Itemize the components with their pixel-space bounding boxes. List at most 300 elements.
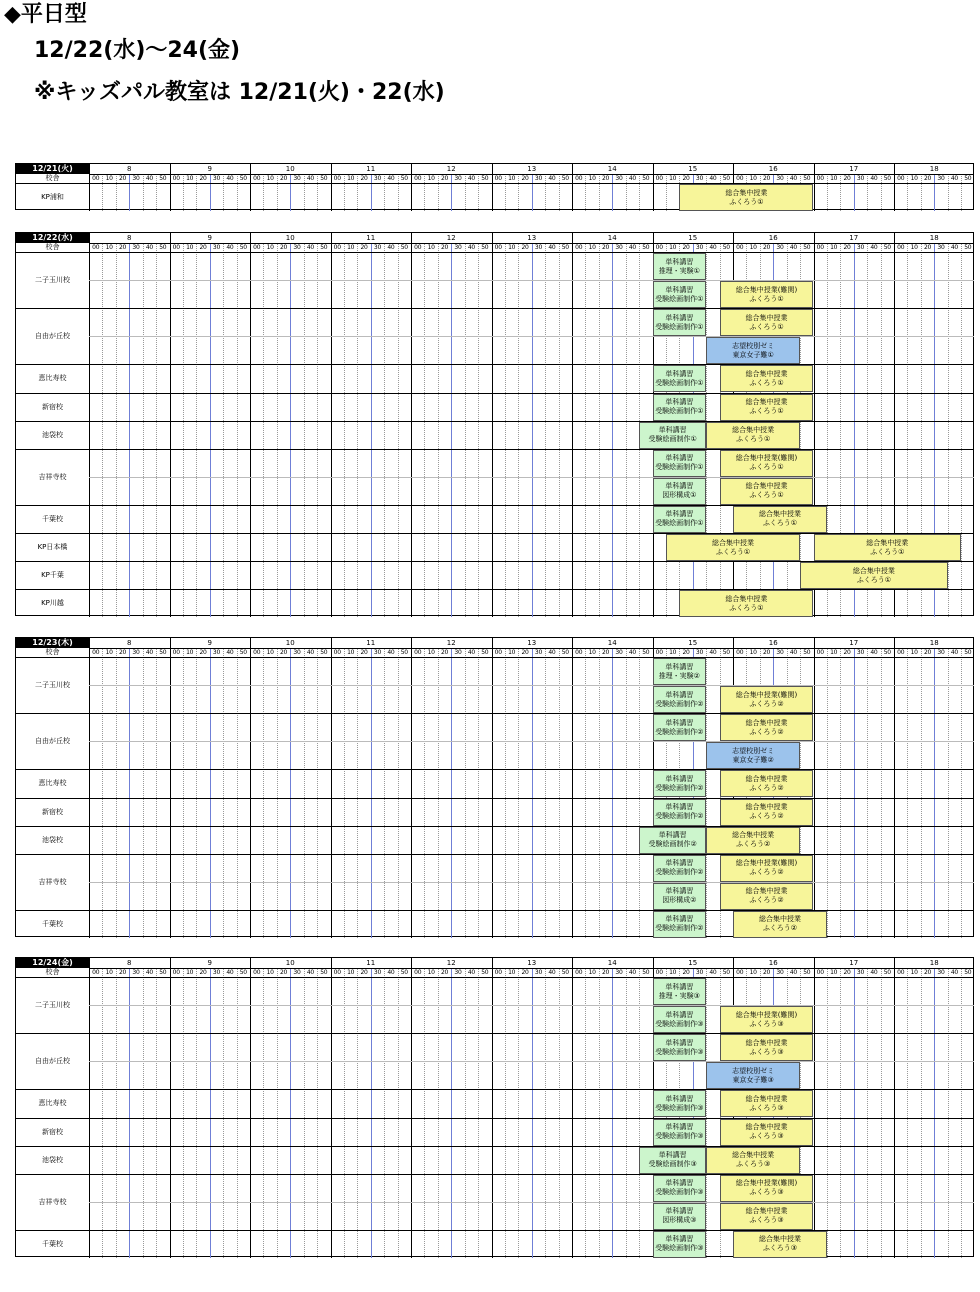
minute-label: 10 <box>508 244 516 251</box>
lesson-block[interactable] <box>653 478 707 505</box>
lesson-block[interactable] <box>720 1034 814 1061</box>
lesson-block[interactable] <box>653 911 707 938</box>
lesson-text: ふくろう① <box>735 435 771 444</box>
minute-label: 50 <box>561 175 569 182</box>
minute-label: 00 <box>333 969 341 976</box>
minute-label: 20 <box>441 244 449 251</box>
minute-label: 40 <box>628 244 636 251</box>
minute-label: 40 <box>870 244 878 251</box>
lesson-block[interactable] <box>720 394 814 421</box>
minute-label: 00 <box>816 175 824 182</box>
grid-line <box>263 648 264 938</box>
grid-line <box>170 638 171 938</box>
minute-label: 40 <box>628 175 636 182</box>
grid-line <box>653 164 654 211</box>
lesson-block[interactable] <box>653 1090 707 1117</box>
lesson-block[interactable] <box>639 1147 706 1174</box>
lesson-text: 総合集中授業 <box>711 538 754 547</box>
hour-label: 11 <box>366 959 376 967</box>
hour-label: 8 <box>127 165 132 173</box>
grid-line <box>16 798 974 799</box>
lesson-text: 総合集中授業 <box>725 188 768 197</box>
minute-label: 30 <box>132 175 140 182</box>
minute-label: 20 <box>199 649 207 656</box>
lesson-text: 受験絵画制作① <box>655 407 704 416</box>
grid-line <box>626 648 627 938</box>
schedule-table <box>15 232 974 616</box>
lesson-block[interactable] <box>733 1231 827 1258</box>
lesson-text: 受験絵画制作② <box>655 868 704 877</box>
lesson-block[interactable] <box>720 450 814 477</box>
grid-line <box>16 252 974 253</box>
lesson-block[interactable] <box>653 506 707 533</box>
minute-label: 20 <box>280 649 288 656</box>
minute-label: 10 <box>588 969 596 976</box>
lesson-block[interactable] <box>706 1062 800 1089</box>
minute-label: 50 <box>320 969 328 976</box>
minute-label: 50 <box>642 649 650 656</box>
grid-line <box>478 174 479 211</box>
lesson-text: ふくろう③ <box>749 1103 784 1112</box>
lesson-block[interactable] <box>720 309 814 336</box>
lesson-text: 受験絵画制作③ <box>655 1019 704 1028</box>
lesson-block[interactable] <box>720 855 814 882</box>
hour-label: 8 <box>127 234 132 242</box>
lesson-text: ふくろう① <box>749 463 784 472</box>
grid-line <box>398 968 399 1258</box>
minute-label: 00 <box>816 244 824 251</box>
minute-label: 30 <box>132 244 140 251</box>
minute-label: 50 <box>481 175 489 182</box>
minute-label: 00 <box>897 649 905 656</box>
school-name: 恵比寿校 <box>38 779 67 788</box>
minute-label: 00 <box>655 969 663 976</box>
lesson-text: 総合集中授業(難関) <box>735 859 798 868</box>
schedule-table <box>15 957 974 1257</box>
minute-label: 20 <box>924 969 932 976</box>
minute-label: 20 <box>199 175 207 182</box>
kidspal-note: ※キッズパル教室は 12/21(火)・22(水) <box>34 80 445 105</box>
minute-label: 20 <box>280 244 288 251</box>
minute-label: 00 <box>575 244 583 251</box>
lesson-block[interactable] <box>706 1147 800 1174</box>
grid-line <box>250 164 251 211</box>
minute-label: 40 <box>709 649 717 656</box>
grid-line <box>317 648 318 938</box>
lesson-block[interactable] <box>720 686 814 713</box>
lesson-block[interactable] <box>653 1175 707 1202</box>
lesson-text: 総合集中授業 <box>745 398 788 407</box>
minute-label: 40 <box>226 244 234 251</box>
grid-line <box>814 958 815 1258</box>
grid-line <box>331 638 332 938</box>
minute-label: 30 <box>454 649 462 656</box>
minute-label: 10 <box>105 969 113 976</box>
hour-label: 15 <box>688 959 698 967</box>
minute-label: 10 <box>347 244 355 251</box>
lesson-block[interactable] <box>653 253 707 280</box>
grid-line <box>16 364 974 365</box>
minute-label: 20 <box>682 649 690 656</box>
minute-label: 30 <box>534 649 542 656</box>
school-col-header: 校舎 <box>45 968 60 976</box>
minute-label: 00 <box>575 649 583 656</box>
minute-label: 40 <box>789 649 797 656</box>
lesson-text: 図形構成② <box>662 896 697 905</box>
minute-label: 40 <box>226 175 234 182</box>
lesson-text: 単科講習 <box>665 774 694 783</box>
minute-label: 40 <box>387 969 395 976</box>
lesson-block[interactable] <box>653 658 707 685</box>
hour-label: 11 <box>366 165 376 173</box>
minute-label: 50 <box>883 969 891 976</box>
lesson-text: 単科講習 <box>665 803 694 812</box>
lesson-block[interactable] <box>679 184 813 211</box>
grid-line <box>438 648 439 938</box>
minute-label: 10 <box>427 649 435 656</box>
day-label: 12/24(金) <box>16 958 89 968</box>
minute-label: 50 <box>239 244 247 251</box>
lesson-block[interactable] <box>706 742 800 769</box>
minute-label: 50 <box>642 969 650 976</box>
grid-line <box>424 968 425 1258</box>
lesson-block[interactable] <box>653 1119 707 1146</box>
minute-label: 10 <box>427 969 435 976</box>
lesson-text: 受験絵画制作③ <box>648 1160 697 1169</box>
minute-label: 20 <box>924 244 932 251</box>
minute-label: 40 <box>628 649 636 656</box>
grid-line <box>16 505 974 506</box>
lesson-block[interactable] <box>653 365 707 392</box>
school-name: 吉祥寺校 <box>38 1197 67 1206</box>
grid-line <box>183 968 184 1258</box>
minute-label: 50 <box>159 244 167 251</box>
minute-label: 30 <box>293 175 301 182</box>
grid-line <box>585 648 586 938</box>
grid-line <box>921 648 922 938</box>
minute-label: 50 <box>803 649 811 656</box>
grid-line <box>16 308 974 309</box>
lesson-block[interactable] <box>814 534 962 561</box>
grid-line <box>572 958 573 1258</box>
minute-label: 50 <box>642 175 650 182</box>
minute-label: 50 <box>400 244 408 251</box>
minute-label: 50 <box>964 649 972 656</box>
grid-line <box>16 1118 974 1119</box>
minute-label: 20 <box>360 175 368 182</box>
minute-label: 00 <box>172 969 180 976</box>
lesson-block[interactable] <box>720 1119 814 1146</box>
grid-line <box>492 233 493 617</box>
grid-line <box>706 968 707 1258</box>
lesson-block[interactable] <box>653 1203 707 1230</box>
lesson-block[interactable] <box>720 714 814 741</box>
grid-line <box>156 648 157 938</box>
lesson-text: 総合集中授業 <box>732 1151 775 1160</box>
lesson-text: 受験絵画制作① <box>655 463 704 472</box>
lesson-block[interactable] <box>706 827 800 854</box>
minute-label: 00 <box>897 175 905 182</box>
hour-label: 9 <box>207 959 212 967</box>
lesson-block[interactable] <box>706 337 800 364</box>
grid-line <box>250 958 251 1258</box>
minute-label: 00 <box>414 175 422 182</box>
lesson-text: ふくろう② <box>735 840 771 849</box>
lesson-block[interactable] <box>720 1006 814 1033</box>
lesson-text: 総合集中授業 <box>745 1038 788 1047</box>
grid-line <box>867 648 868 938</box>
minute-label: 30 <box>615 969 623 976</box>
school-name: 恵比寿校 <box>38 1099 67 1108</box>
minute-label: 00 <box>172 244 180 251</box>
minute-label: 30 <box>937 244 945 251</box>
minute-label: 40 <box>709 175 717 182</box>
lesson-block[interactable] <box>653 281 707 308</box>
grid-line <box>411 638 412 938</box>
lesson-text: ふくろう① <box>749 322 784 331</box>
grid-line <box>894 164 895 211</box>
hour-label: 12 <box>446 959 456 967</box>
grid-line <box>16 421 974 422</box>
grid-line <box>16 449 974 450</box>
lesson-text: 図形構成③ <box>662 1216 697 1225</box>
lesson-block[interactable] <box>653 855 707 882</box>
lesson-text: ふくろう③ <box>762 1244 798 1253</box>
minute-label: 40 <box>548 244 556 251</box>
minute-label: 40 <box>387 649 395 656</box>
lesson-block[interactable] <box>720 799 814 826</box>
lesson-block[interactable] <box>720 1203 814 1230</box>
minute-label: 30 <box>293 969 301 976</box>
grid-line <box>814 638 815 938</box>
minute-label: 30 <box>615 175 623 182</box>
minute-label: 20 <box>280 175 288 182</box>
lesson-text: 単科講習 <box>665 1094 694 1103</box>
lesson-text: 単科講習 <box>658 831 687 840</box>
lesson-block[interactable] <box>653 799 707 826</box>
lesson-block[interactable] <box>639 422 706 449</box>
minute-label: 20 <box>602 175 610 182</box>
lesson-text: 単科講習 <box>665 510 694 519</box>
grid-line <box>263 968 264 1258</box>
school-col-header: 校舎 <box>45 243 60 251</box>
grid-line <box>196 648 197 938</box>
grid-line <box>237 968 238 1258</box>
minute-label: 10 <box>588 244 596 251</box>
minute-label: 40 <box>548 175 556 182</box>
grid-line <box>907 968 908 1258</box>
grid-line <box>156 174 157 211</box>
grid-line <box>16 769 974 770</box>
lesson-block[interactable] <box>653 1034 707 1061</box>
lesson-block[interactable] <box>653 1231 707 1258</box>
lesson-text: 単科講習 <box>665 1038 694 1047</box>
school-name: 新宿校 <box>42 1127 63 1136</box>
lesson-block[interactable] <box>720 1090 814 1117</box>
minute-label: 50 <box>239 969 247 976</box>
lesson-block[interactable] <box>653 1006 707 1033</box>
minute-label: 40 <box>548 649 556 656</box>
schedule-1223 <box>15 637 974 937</box>
lesson-block[interactable] <box>720 1175 814 1202</box>
grid-line <box>492 638 493 938</box>
lesson-text: 総合集中授業(難関) <box>735 690 798 699</box>
minute-label: 20 <box>763 244 771 251</box>
grid-line <box>143 174 144 211</box>
grid-line <box>881 968 882 1258</box>
grid-line <box>89 648 974 649</box>
lesson-block[interactable] <box>720 478 814 505</box>
day-label: 12/22(水) <box>16 233 89 243</box>
minute-label: 10 <box>427 175 435 182</box>
grid-line <box>854 968 855 1258</box>
minute-label: 30 <box>132 969 140 976</box>
lesson-text: 単科講習 <box>665 718 694 727</box>
lesson-text: 単科講習 <box>665 1010 694 1019</box>
grid-line <box>16 826 974 827</box>
schedule-1222 <box>15 232 974 616</box>
grid-line <box>384 648 385 938</box>
lesson-block[interactable] <box>653 309 707 336</box>
grid-line <box>626 968 627 1258</box>
grid-line <box>559 968 560 1258</box>
grid-line <box>585 174 586 211</box>
grid-line <box>854 174 855 211</box>
grid-line <box>948 174 949 211</box>
minute-label: 40 <box>789 969 797 976</box>
lesson-block[interactable] <box>720 883 814 910</box>
grid-line <box>89 685 974 686</box>
hour-label: 8 <box>127 959 132 967</box>
minute-label: 20 <box>602 969 610 976</box>
grid-line <box>304 648 305 938</box>
day-label: 12/21(火) <box>16 164 89 174</box>
grid-line <box>317 174 318 211</box>
hour-label: 9 <box>207 165 212 173</box>
schedule-table <box>15 163 974 210</box>
lesson-block[interactable] <box>653 714 707 741</box>
grid-line <box>867 174 868 211</box>
minute-label: 40 <box>226 969 234 976</box>
minute-label: 20 <box>119 649 127 656</box>
minute-label: 30 <box>937 175 945 182</box>
grid-line <box>16 910 974 911</box>
lesson-block[interactable] <box>653 450 707 477</box>
grid-line <box>223 174 224 211</box>
lesson-text: ふくろう① <box>856 575 891 584</box>
lesson-block[interactable] <box>720 770 814 797</box>
grid-line <box>89 174 974 175</box>
grid-line <box>89 958 90 1258</box>
grid-line <box>210 174 211 211</box>
minute-label: 30 <box>856 649 864 656</box>
minute-label: 30 <box>373 969 381 976</box>
lesson-text: 単科講習 <box>665 690 694 699</box>
lesson-block[interactable] <box>666 534 800 561</box>
lesson-block[interactable] <box>679 590 813 617</box>
grid-line <box>894 958 895 1258</box>
minute-label: 00 <box>494 649 502 656</box>
lesson-block[interactable] <box>733 506 827 533</box>
school-name: KP浦和 <box>41 193 64 202</box>
grid-line <box>559 174 560 211</box>
minute-label: 30 <box>293 649 301 656</box>
minute-label: 40 <box>789 175 797 182</box>
hour-label: 13 <box>527 959 537 967</box>
grid-line <box>371 648 372 938</box>
lesson-block[interactable] <box>720 281 814 308</box>
grid-line <box>666 174 667 211</box>
grid-line <box>196 174 197 211</box>
lesson-text: 受験絵画制作② <box>655 699 704 708</box>
school-name: 池袋校 <box>42 430 63 439</box>
hour-label: 14 <box>607 639 617 647</box>
hour-label: 17 <box>849 165 859 173</box>
minute-label: 20 <box>360 649 368 656</box>
minute-label: 50 <box>883 649 891 656</box>
minute-label: 10 <box>105 244 113 251</box>
lesson-text: 総合集中授業 <box>725 594 768 603</box>
lesson-block[interactable] <box>639 827 706 854</box>
grid-line <box>572 164 573 211</box>
school-name: 吉祥寺校 <box>38 472 67 481</box>
minute-label: 00 <box>253 244 261 251</box>
grid-line <box>451 648 452 938</box>
minute-label: 00 <box>736 969 744 976</box>
minute-label: 40 <box>467 969 475 976</box>
lesson-block[interactable] <box>706 422 800 449</box>
minute-label: 30 <box>534 175 542 182</box>
minute-label: 20 <box>924 649 932 656</box>
lesson-text: 総合集中授業 <box>745 718 788 727</box>
grid-line <box>344 968 345 1258</box>
grid-line <box>317 968 318 1258</box>
lesson-block[interactable] <box>653 394 707 421</box>
lesson-text: 推理・実験③ <box>658 991 700 1000</box>
minute-label: 40 <box>306 969 314 976</box>
lesson-text: 総合集中授業 <box>732 426 775 435</box>
grid-line <box>867 968 868 1258</box>
grid-line <box>16 657 974 658</box>
minute-label: 10 <box>830 244 838 251</box>
lesson-text: 東京女子難② <box>732 755 774 764</box>
lesson-block[interactable] <box>720 365 814 392</box>
lesson-text: 受験絵画制作③ <box>655 1103 704 1112</box>
lesson-block[interactable] <box>653 978 707 1005</box>
schedule-1224 <box>15 957 974 1257</box>
minute-label: 30 <box>695 244 703 251</box>
lesson-block[interactable] <box>733 911 827 938</box>
grid-line <box>532 648 533 938</box>
grid-line <box>16 183 974 184</box>
lesson-block[interactable] <box>800 562 948 589</box>
school-name: KP日本橋 <box>37 543 68 552</box>
lesson-block[interactable] <box>653 883 707 910</box>
minute-label: 10 <box>508 969 516 976</box>
lesson-block[interactable] <box>653 770 707 797</box>
grid-line <box>921 968 922 1258</box>
lesson-text: 単科講習 <box>665 1179 694 1188</box>
lesson-text: ふくろう① <box>729 603 764 612</box>
hour-label: 16 <box>768 639 778 647</box>
grid-line <box>398 648 399 938</box>
lesson-text: 受験絵画制作② <box>648 840 697 849</box>
grid-line <box>16 977 974 978</box>
minute-label: 00 <box>655 244 663 251</box>
lesson-block[interactable] <box>653 686 707 713</box>
minute-label: 20 <box>521 244 529 251</box>
minute-label: 30 <box>454 175 462 182</box>
